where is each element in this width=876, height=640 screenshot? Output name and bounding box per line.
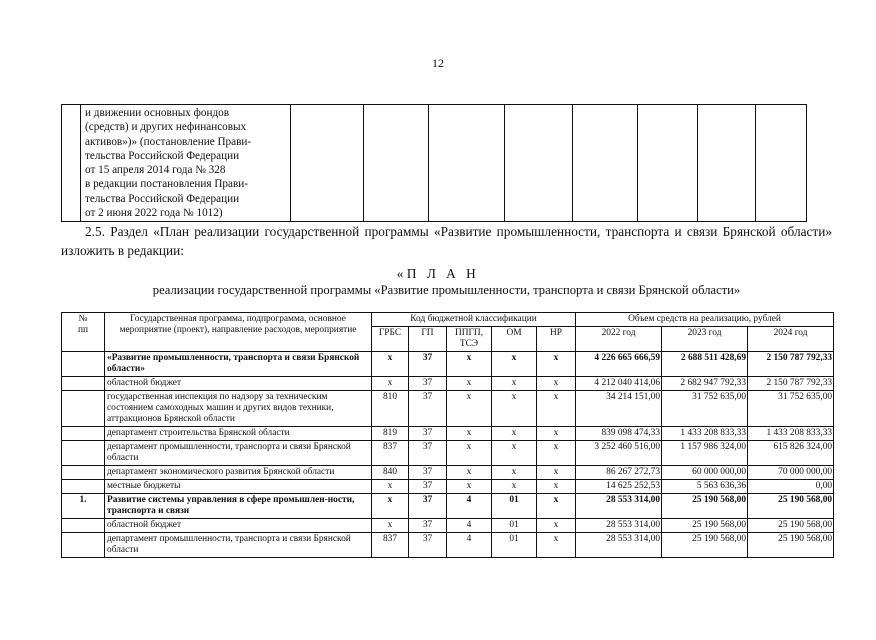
cell-name: департамент промышленности, транспорта и связи Брянской области xyxy=(105,441,372,466)
continued-table-cell xyxy=(429,105,505,222)
cell-om: x xyxy=(492,427,537,441)
cell-ppgp: x xyxy=(447,352,492,377)
cell-gp: 37 xyxy=(409,466,447,480)
cell-grbs: 837 xyxy=(372,441,409,466)
cell-ppgp: 4 xyxy=(447,494,492,519)
cell-om: 01 xyxy=(492,519,537,533)
header-ppgp: ППГП, ТСЭ xyxy=(447,327,492,352)
table-row xyxy=(62,480,834,494)
cell-nr: x xyxy=(537,466,576,480)
cell-grbs: x xyxy=(372,352,409,377)
cell-2023: 31 752 635,00 xyxy=(662,391,748,427)
cell-gp: 37 xyxy=(409,391,447,427)
plan-heading: «П Л А Н xyxy=(396,266,480,281)
cell-name: местные бюджеты xyxy=(105,480,372,494)
cell-number xyxy=(62,519,105,533)
cell-name: департамент экономического развития Брянской области xyxy=(105,466,372,480)
cell-grbs: 810 xyxy=(372,391,409,427)
cell-ppgp: x xyxy=(447,466,492,480)
table-row xyxy=(62,533,834,558)
cell-om: x xyxy=(492,352,537,377)
cell-nr: x xyxy=(537,352,576,377)
continued-table-cell xyxy=(756,105,807,222)
cell-nr: x xyxy=(537,494,576,519)
cell-gp: 37 xyxy=(409,533,447,558)
table-row xyxy=(62,441,834,466)
header-2022: 2022 год xyxy=(576,327,662,352)
cell-nr: x xyxy=(537,441,576,466)
cell-gp: 37 xyxy=(409,377,447,391)
plan-table xyxy=(61,312,834,558)
cell-2023: 1 157 986 324,00 xyxy=(662,441,748,466)
cell-number xyxy=(62,352,105,377)
cell-2023: 1 433 208 833,33 xyxy=(662,427,748,441)
cell-2023: 5 563 636,36 xyxy=(662,480,748,494)
cell-2023: 25 190 568,00 xyxy=(662,494,748,519)
cell-gp: 37 xyxy=(409,441,447,466)
page-number: 12 xyxy=(432,56,444,70)
cell-2024: 615 826 324,00 xyxy=(748,441,834,466)
cell-nr: x xyxy=(537,519,576,533)
cell-grbs: 840 xyxy=(372,466,409,480)
cell-2022: 14 625 252,53 xyxy=(576,480,662,494)
header-budget-code: Код бюджетной классификации xyxy=(372,313,576,327)
cell-number xyxy=(62,427,105,441)
cell-ppgp: x xyxy=(447,427,492,441)
cell-grbs: 837 xyxy=(372,533,409,558)
cell-name: областной бюджет xyxy=(105,377,372,391)
table-row xyxy=(62,519,834,533)
cell-om: x xyxy=(492,441,537,466)
cell-om: x xyxy=(492,480,537,494)
cell-nr: x xyxy=(537,427,576,441)
plan-header-row xyxy=(62,313,834,327)
cell-grbs: x xyxy=(372,494,409,519)
cell-om: x xyxy=(492,391,537,427)
table-row xyxy=(62,466,834,480)
continued-table-cell xyxy=(505,105,573,222)
cell-2024: 70 000 000,00 xyxy=(748,466,834,480)
cell-om: 01 xyxy=(492,533,537,558)
cell-nr: x xyxy=(537,377,576,391)
cell-grbs: 819 xyxy=(372,427,409,441)
continued-table-cell xyxy=(698,105,756,222)
cell-2024: 1 433 208 833,33 xyxy=(748,427,834,441)
plan-subtitle: реализации государственной программы «Развитие промышленности, транспорта и связи Брянской области» xyxy=(152,283,741,297)
cell-2022: 28 553 314,00 xyxy=(576,533,662,558)
cell-ppgp: x xyxy=(447,441,492,466)
cell-2022: 34 214 151,00 xyxy=(576,391,662,427)
cell-ppgp: x xyxy=(447,377,492,391)
cell-name: департамент строительства Брянской области xyxy=(105,427,372,441)
cell-grbs: x xyxy=(372,377,409,391)
header-gp: ГП xyxy=(409,327,447,352)
cell-grbs: x xyxy=(372,480,409,494)
header-name: Государственная программа, подпрограмма, основное мероприятие (проект), направление расходов, мероприятие xyxy=(105,313,372,352)
table-row xyxy=(62,427,834,441)
cell-om: 01 xyxy=(492,494,537,519)
cell-name: «Развитие промышленности, транспорта и связи Брянской области» xyxy=(105,352,372,377)
continued-table-text: и движении основных фондов (средств) и других нефинансовых активов»)» (постановление Прави- тельства Российской Федерации от 15 апреля 2014 года № 328 в редакции постановления Прави- тельства Российской Федерации от 2 июня 2022 года № 1012) xyxy=(85,107,252,220)
header-grbs: ГРБС xyxy=(372,327,409,352)
cell-nr: x xyxy=(537,391,576,427)
cell-gp: 37 xyxy=(409,427,447,441)
cell-nr: x xyxy=(537,480,576,494)
cell-2022: 4 212 040 414,06 xyxy=(576,377,662,391)
cell-name: областной бюджет xyxy=(105,519,372,533)
cell-number xyxy=(62,441,105,466)
continued-table-text-cell xyxy=(81,105,291,222)
cell-name: Развитие системы управления в сфере промышлен-ности, транспорта и связи xyxy=(105,494,372,519)
cell-nr: x xyxy=(537,533,576,558)
cell-om: x xyxy=(492,377,537,391)
header-om: ОМ xyxy=(492,327,537,352)
cell-2024: 2 150 787 792,33 xyxy=(748,377,834,391)
cell-ppgp: x xyxy=(447,480,492,494)
table-row xyxy=(62,494,834,519)
cell-number xyxy=(62,480,105,494)
section-paragraph: 2.5. Раздел «План реализации государственной программы «Развитие промышленности, транспорта и связи Брянской области» изложить в редакции: xyxy=(61,224,832,258)
table-row xyxy=(62,352,834,377)
table-row xyxy=(62,391,834,427)
cell-2024: 2 150 787 792,33 xyxy=(748,352,834,377)
cell-number xyxy=(62,391,105,427)
cell-number xyxy=(62,377,105,391)
cell-2024: 31 752 635,00 xyxy=(748,391,834,427)
cell-2022: 86 267 272,73 xyxy=(576,466,662,480)
cell-2024: 25 190 568,00 xyxy=(748,494,834,519)
continued-table-cell xyxy=(638,105,698,222)
cell-2023: 2 682 947 792,33 xyxy=(662,377,748,391)
header-number: № пп xyxy=(62,313,105,352)
cell-name: государственная инспекция по надзору за техническим состоянием самоходных машин и других видов техники, аттракционов Брянской области xyxy=(105,391,372,427)
continued-table-cell xyxy=(573,105,638,222)
header-funds: Объем средств на реализацию, рублей xyxy=(576,313,834,327)
cell-ppgp: 4 xyxy=(447,519,492,533)
cell-gp: 37 xyxy=(409,352,447,377)
cell-2024: 0,00 xyxy=(748,480,834,494)
cell-2022: 3 252 460 516,00 xyxy=(576,441,662,466)
cell-om: x xyxy=(492,466,537,480)
cell-2022: 28 553 314,00 xyxy=(576,494,662,519)
cell-name: департамент промышленности, транспорта и связи Брянской области xyxy=(105,533,372,558)
cell-2022: 28 553 314,00 xyxy=(576,519,662,533)
continued-table-cell xyxy=(62,105,81,222)
cell-gp: 37 xyxy=(409,494,447,519)
cell-2022: 839 098 474,33 xyxy=(576,427,662,441)
continued-table xyxy=(61,104,807,222)
header-2024: 2024 год xyxy=(748,327,834,352)
continued-table-cell xyxy=(364,105,429,222)
cell-number: 1. xyxy=(62,494,105,519)
continued-table-cell xyxy=(291,105,364,222)
cell-number xyxy=(62,533,105,558)
header-nr: НР xyxy=(537,327,576,352)
cell-gp: 37 xyxy=(409,519,447,533)
cell-2024: 25 190 568,00 xyxy=(748,519,834,533)
cell-2023: 60 000 000,00 xyxy=(662,466,748,480)
cell-2022: 4 226 665 666,59 xyxy=(576,352,662,377)
header-2023: 2023 год xyxy=(662,327,748,352)
table-row xyxy=(62,377,834,391)
cell-2023: 25 190 568,00 xyxy=(662,533,748,558)
cell-ppgp: 4 xyxy=(447,533,492,558)
cell-2024: 25 190 568,00 xyxy=(748,533,834,558)
cell-grbs: x xyxy=(372,519,409,533)
cell-gp: 37 xyxy=(409,480,447,494)
cell-2023: 25 190 568,00 xyxy=(662,519,748,533)
cell-ppgp: x xyxy=(447,391,492,427)
cell-number xyxy=(62,466,105,480)
cell-2023: 2 688 511 428,69 xyxy=(662,352,748,377)
